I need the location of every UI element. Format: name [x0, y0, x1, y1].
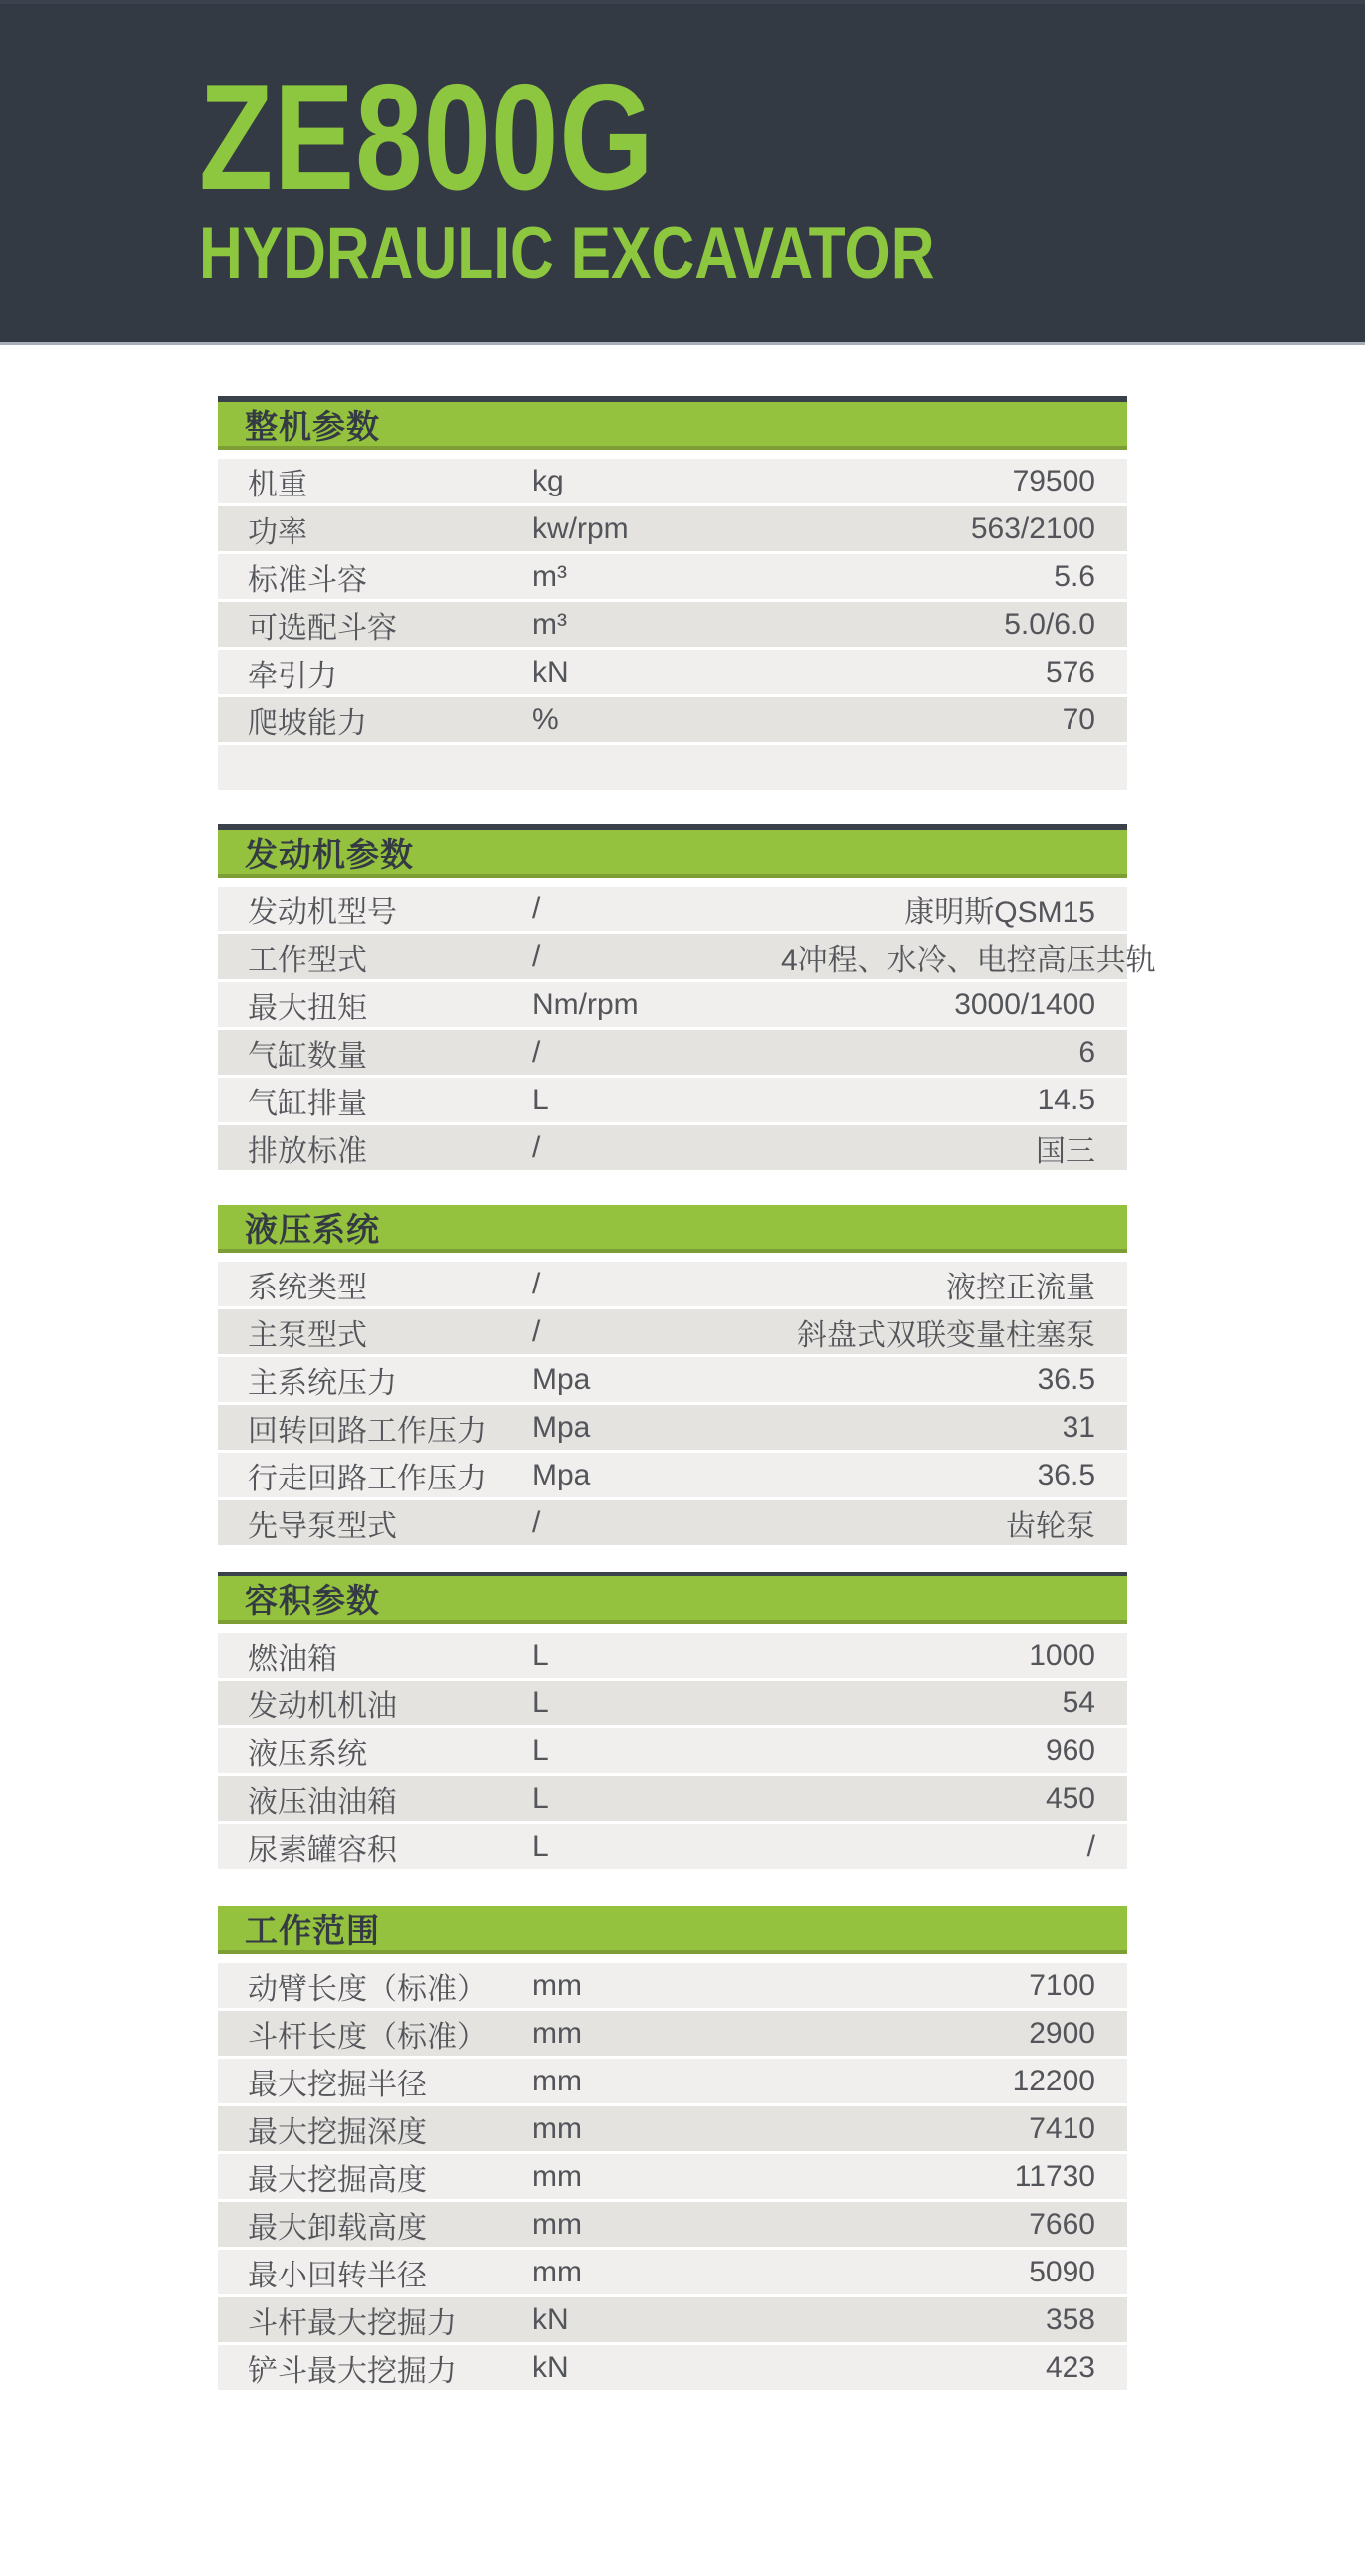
- spec-unit: kg: [532, 464, 564, 497]
- spec-label: 系统类型: [248, 1271, 367, 1304]
- spec-unit: kN: [532, 2302, 569, 2336]
- spec-value: 7100: [1029, 1968, 1095, 2002]
- spec-label: 功率: [248, 515, 307, 549]
- spec-table: [218, 1906, 1127, 2390]
- spec-label: 最大挖掘半径: [248, 2068, 427, 2101]
- spec-tables-container: [218, 396, 1156, 2390]
- spec-unit: mm: [532, 2207, 582, 2241]
- model-subtitle: HYDRAULIC EXCAVATOR: [199, 213, 935, 294]
- spec-label: 气缸数量: [248, 1039, 367, 1073]
- table-row: [218, 602, 1127, 647]
- spec-label: 回转回路工作压力: [248, 1414, 487, 1448]
- hero-banner: [0, 0, 1365, 345]
- table-row: [218, 697, 1127, 742]
- table-row: [218, 1824, 1127, 1869]
- table-row: [218, 887, 1127, 931]
- spec-unit: /: [532, 1130, 541, 1164]
- spec-value: 康明斯QSM15: [904, 895, 1095, 929]
- table-row: [218, 745, 1127, 790]
- table-section-header: 容积参数: [218, 1572, 1127, 1624]
- spec-unit: /: [532, 939, 541, 973]
- table-section-header: 工作范围: [218, 1906, 1127, 1954]
- spec-value: 31: [1062, 1410, 1095, 1444]
- spec-value: 6: [1078, 1035, 1095, 1069]
- table-rows: [218, 1633, 1127, 1869]
- spec-value: 576: [1045, 655, 1095, 689]
- spec-value: 2900: [1029, 2016, 1095, 2050]
- spec-value: 斜盘式双联变量柱塞泵: [797, 1318, 1095, 1352]
- spec-unit: /: [532, 1035, 541, 1069]
- table-row: [218, 2297, 1127, 2342]
- table-rows: [218, 887, 1156, 1170]
- spec-value: 960: [1045, 1733, 1095, 1767]
- spec-unit: %: [532, 702, 559, 736]
- spec-unit: mm: [532, 2064, 582, 2097]
- spec-label: 最大挖掘高度: [248, 2163, 427, 2197]
- spec-value: 11730: [1014, 2159, 1095, 2193]
- table-row: [218, 1776, 1127, 1821]
- spec-value: 5090: [1029, 2255, 1095, 2288]
- spec-unit: L: [532, 1083, 549, 1116]
- table-row: [218, 1963, 1127, 2008]
- spec-unit: L: [532, 1829, 549, 1863]
- table-section-header: 整机参数: [218, 396, 1127, 450]
- spec-value: 423: [1045, 2350, 1095, 2384]
- spec-label: 爬坡能力: [248, 706, 367, 740]
- spec-table: [218, 396, 1127, 790]
- spec-value: 齿轮泵: [1006, 1509, 1095, 1543]
- spec-value: 3000/1400: [954, 987, 1095, 1021]
- spec-label: 最大挖掘深度: [248, 2115, 427, 2149]
- spec-label: 最小回转半径: [248, 2259, 427, 2292]
- spec-value: 1000: [1029, 1638, 1095, 1672]
- spec-value: 液控正流量: [946, 1271, 1095, 1304]
- spec-label: 行走回路工作压力: [248, 1462, 487, 1495]
- spec-unit: /: [532, 1267, 541, 1300]
- table-rows: [218, 1262, 1127, 1545]
- spec-value: 563/2100: [970, 511, 1095, 545]
- table-row: [218, 1357, 1127, 1402]
- spec-value: 70: [1062, 702, 1095, 736]
- table-row: [218, 554, 1127, 599]
- table-row: [218, 982, 1127, 1027]
- spec-label: 发动机机油: [248, 1689, 397, 1723]
- table-row: [218, 459, 1127, 503]
- table-row: [218, 1309, 1127, 1354]
- spec-unit: Mpa: [532, 1410, 591, 1444]
- table-row: [218, 2059, 1127, 2103]
- table-row: [218, 506, 1127, 551]
- spec-label: 液压系统: [248, 1737, 367, 1771]
- spec-unit: mm: [532, 2016, 582, 2050]
- spec-label: 机重: [248, 468, 307, 501]
- table-row: [218, 2250, 1127, 2294]
- table-row: [218, 1030, 1127, 1075]
- table-row: [218, 650, 1127, 694]
- table-row: [218, 1728, 1127, 1773]
- table-section-header: 液压系统: [218, 1205, 1127, 1253]
- spec-label: 发动机型号: [248, 895, 397, 929]
- spec-label: 工作型式: [248, 943, 367, 977]
- spec-unit: L: [532, 1685, 549, 1719]
- spec-label: 排放标准: [248, 1134, 367, 1168]
- table-row: [218, 2154, 1127, 2199]
- spec-value: 358: [1045, 2302, 1095, 2336]
- spec-table: [218, 1205, 1127, 1545]
- spec-unit: mm: [532, 2111, 582, 2145]
- spec-unit: L: [532, 1638, 549, 1672]
- spec-label: 液压油油箱: [248, 1785, 397, 1819]
- spec-unit: L: [532, 1733, 549, 1767]
- table-row: [218, 2202, 1127, 2247]
- spec-unit: mm: [532, 2255, 582, 2288]
- spec-unit: Mpa: [532, 1458, 591, 1491]
- spec-unit: mm: [532, 2159, 582, 2193]
- spec-unit: /: [532, 1314, 541, 1348]
- spec-unit: Nm/rpm: [532, 987, 639, 1021]
- spec-label: 先导泵型式: [248, 1509, 397, 1543]
- spec-label: 气缸排量: [248, 1087, 367, 1120]
- table-section-header: 发动机参数: [218, 824, 1127, 878]
- spec-unit: /: [532, 1505, 541, 1539]
- table-rows: [218, 459, 1127, 790]
- spec-value: 36.5: [1037, 1362, 1095, 1396]
- spec-label: 斗杆长度（标准）: [248, 2020, 487, 2054]
- spec-label: 可选配斗容: [248, 611, 397, 645]
- table-row: [218, 1262, 1127, 1306]
- table-row: [218, 1125, 1127, 1170]
- spec-label: 最大扭矩: [248, 991, 367, 1025]
- model-title: ZE800G: [199, 53, 655, 222]
- spec-unit: m³: [532, 559, 567, 593]
- spec-unit: m³: [532, 607, 567, 641]
- table-row: [218, 2011, 1127, 2056]
- table-row: [218, 1078, 1127, 1122]
- spec-value: 4冲程、水冷、电控高压共轨: [781, 943, 1156, 977]
- spec-label: 牵引力: [248, 659, 337, 693]
- spec-table: [218, 824, 1156, 1170]
- spec-unit: kN: [532, 655, 569, 689]
- spec-label: 铲斗最大挖掘力: [248, 2354, 457, 2388]
- spec-unit: kN: [532, 2350, 569, 2384]
- spec-label: 最大卸载高度: [248, 2211, 427, 2245]
- spec-value: 7660: [1029, 2207, 1095, 2241]
- spec-value: 5.6: [1054, 559, 1095, 593]
- spec-value: 450: [1045, 1781, 1095, 1815]
- spec-value: 12200: [1012, 2064, 1095, 2097]
- table-rows: [218, 1963, 1127, 2390]
- table-row: [218, 1500, 1127, 1545]
- spec-value: 79500: [1012, 464, 1095, 497]
- spec-label: 标准斗容: [248, 563, 367, 597]
- table-row: [218, 934, 1156, 979]
- table-row: [218, 1453, 1127, 1497]
- spec-value: 54: [1062, 1685, 1095, 1719]
- spec-label: 燃油箱: [248, 1642, 337, 1676]
- spec-table: [218, 1572, 1127, 1869]
- spec-unit: mm: [532, 1968, 582, 2002]
- spec-label: 主泵型式: [248, 1318, 367, 1352]
- table-row: [218, 1633, 1127, 1678]
- spec-label: 斗杆最大挖掘力: [248, 2306, 457, 2340]
- spec-value: 14.5: [1037, 1083, 1095, 1116]
- spec-unit: L: [532, 1781, 549, 1815]
- spec-label: 动臂长度（标准）: [248, 1972, 487, 2006]
- spec-unit: Mpa: [532, 1362, 591, 1396]
- table-row: [218, 2106, 1127, 2151]
- table-row: [218, 1681, 1127, 1725]
- spec-value: 36.5: [1037, 1458, 1095, 1491]
- table-row: [218, 2345, 1127, 2390]
- spec-value: /: [1086, 1829, 1095, 1863]
- spec-value: 5.0/6.0: [1004, 607, 1095, 641]
- spec-label: 主系统压力: [248, 1366, 397, 1400]
- spec-value: 国三: [1036, 1134, 1095, 1168]
- table-row: [218, 1405, 1127, 1450]
- spec-value: 7410: [1029, 2111, 1095, 2145]
- spec-label: 尿素罐容积: [248, 1833, 397, 1867]
- spec-unit: kw/rpm: [532, 511, 629, 545]
- spec-unit: /: [532, 892, 541, 925]
